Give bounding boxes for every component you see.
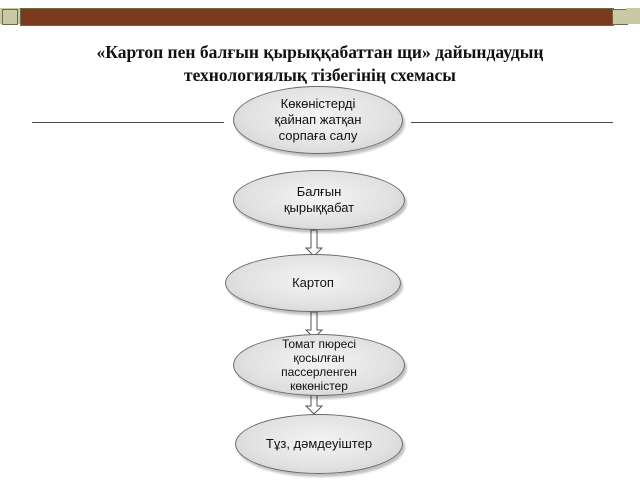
flow-arrow-1 — [306, 230, 322, 256]
flow-node-4 — [233, 334, 405, 396]
flow-node-1 — [233, 86, 403, 154]
flow-node-label: Томат пюресі қосылған пассерленген көкөністер — [281, 337, 357, 393]
flow-node-label: Балғын қырыққабат — [283, 184, 355, 215]
flow-node-3 — [225, 254, 401, 312]
flow-node-2 — [233, 170, 405, 230]
flow-node-label: Картоп — [292, 275, 334, 290]
flow-arrow-3 — [306, 394, 322, 414]
flow-node-5 — [235, 414, 403, 474]
flow-node-label: Көкөністерді қайнап жатқан сорпаға салу — [274, 96, 362, 143]
title-line-1: «Картоп пен балғын қырыққабаттан щи» дайындаудың — [96, 42, 544, 62]
flow-node-label: Тұз, дәмдеуіштер — [265, 436, 373, 451]
title-line-2: технологиялық тізбегінің схемасы — [184, 65, 456, 84]
